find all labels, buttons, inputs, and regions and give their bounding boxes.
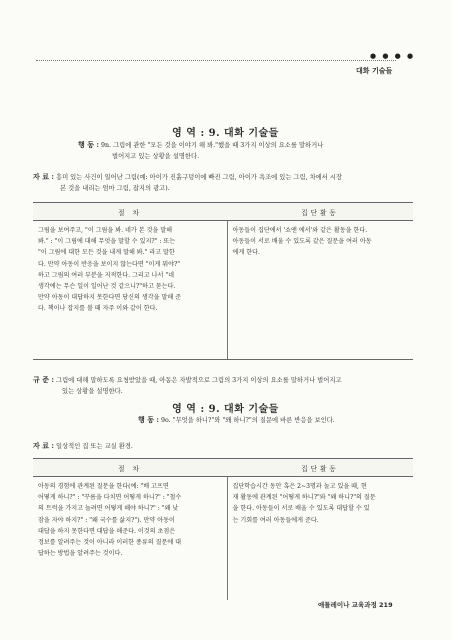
- text-line: 아동들이 집단에서 '쇼앤 에서'와 같은 활동을 한다.: [232, 227, 368, 234]
- section2-table: [33, 458, 413, 600]
- group-lines: [233, 481, 409, 526]
- col-procedure-header: 절 차: [33, 459, 227, 477]
- text-line: "이 그림에 대한 모든 것을 내게 말해 봐." 라고 말한: [38, 249, 175, 257]
- procedure-cell: [33, 221, 227, 360]
- col-group-header: 집단활동: [227, 203, 413, 221]
- materials-label: 자 료 :: [33, 172, 54, 181]
- criteria-label: 규 준 :: [33, 375, 54, 384]
- behavior-text-cont: 벌어지고 있는 상황을 설명한다.: [112, 153, 200, 160]
- behavior-label: 행 동 :: [138, 415, 159, 424]
- page-footer: 애틀레이나 교육과정 219: [318, 601, 393, 609]
- behavior-text: 9n. 그림에 관한 "모든 것을 이야기 해 봐."했을 때 3가지 이상의 요소를 말하거나: [101, 142, 324, 149]
- col-procedure-header: 절 차: [33, 203, 227, 221]
- text-line: 아동의 경험에 관계된 질문을 한다(예: "배 고프면: [38, 483, 169, 490]
- criteria-text: 그림에 대해 말하도록 요청받았을 때, 아동은 자발적으로 그림의 3가지 이상의 요소를 말하거나 벌어지고: [56, 377, 342, 384]
- materials-label: 자 료 :: [33, 441, 54, 450]
- materials-text-cont: 본 것을 내리는 엄마 그림, 잡지의 광고).: [60, 185, 170, 192]
- procedure-lines: [38, 481, 222, 559]
- procedure-lines: [38, 225, 222, 315]
- text-line: 집단학습시간 동안 혹은 2~3명과 놀고 있을 때, 현: [232, 483, 367, 490]
- section2-materials: [33, 440, 133, 452]
- group-cell: [227, 477, 413, 601]
- section1-title: 영 역 : 9. 대화 기술들: [172, 128, 279, 139]
- text-line: 다. 책이나 잡지를 볼 때 자주 이와 같이 한다.: [38, 305, 158, 313]
- section1-behavior: [78, 139, 323, 151]
- criteria-text-cont: 있는 상황을 설명한다.: [62, 388, 123, 395]
- text-line: 아동들이 서로 배울 수 있도록 같은 질문을 여러 아동: [232, 238, 372, 246]
- section1-table: [33, 202, 413, 360]
- text-line: 는 기회를 여러 아동들에게 준다.: [232, 516, 319, 524]
- text-line: 에게 한다.: [232, 249, 260, 257]
- text-line: 생각에는 무슨 일이 일어난 것 같으니?"하고 묻는다.: [38, 283, 176, 291]
- group-cell: [227, 221, 413, 360]
- header-dots: ● ● ● ●: [370, 52, 416, 60]
- text-line: 을 한다. 아동들이 서로 배울 수 있도록 대답할 수 있: [232, 505, 370, 513]
- text-line: 어떻게 하니?" : "꾸름을 다치면 어떻게 하니?" : "철수: [38, 494, 182, 502]
- materials-text: 일상적인 집 또는 교실 환경.: [56, 443, 133, 450]
- text-line: 답하는 방법을 알려주는 것이다.: [38, 550, 123, 558]
- section2-title: 영 역 : 9. 대화 기술들: [172, 404, 279, 415]
- header-rule: [36, 60, 396, 61]
- section2-behavior: [138, 414, 335, 426]
- behavior-label: 행 동 :: [78, 140, 99, 149]
- text-line: 하고 그림의 여러 부분을 지적한다. 그리고 나서 "네: [38, 271, 175, 279]
- text-line: 재 활동에 관계된 "어떻게 하니?"와 "왜 하니?"의 질문: [232, 494, 376, 502]
- group-lines: [233, 225, 409, 259]
- text-line: 봐." : "이 그림에 대해 무엇을 말할 수 있지?" : 또는: [38, 238, 176, 246]
- col-group-header: 집단활동: [227, 459, 413, 477]
- text-line: 정보를 알려주는 것이 아니라 이러한 종류의 질문에 대: [38, 539, 182, 547]
- procedure-cell: [33, 477, 227, 601]
- section1-materials: [33, 171, 342, 183]
- text-line: 만약 아동이 대답하지 못한다면 당신의 생각을 말해 준: [38, 294, 182, 302]
- text-line: 대답을 하지 못한다면 대답을 해준다. 이것의 초점은: [38, 527, 176, 535]
- materials-text: 흥미 있는 사건이 일어난 그림(예: 아이가 진흙구덩이에 빠진 그림, 아이가 욕조에 있는 그림, 차에서 시장: [56, 174, 342, 181]
- text-line: 그림을 보여주고, "이 그림을 봐. 네가 본 것을 말해: [38, 227, 173, 234]
- text-line: 의 트럭을 가지고 놀려면 어떻게 해야 하니?" : "왜 낮: [38, 505, 179, 513]
- section1-criteria: [33, 374, 342, 386]
- behavior-text: 9o. "무엇을 하니?"와 "왜 하니?"의 질문에 바른 반응을 보인다.: [161, 417, 335, 424]
- running-header: 대화 기술들: [356, 67, 393, 75]
- text-line: 잠을 자야 하지?" : "왜 국수를 삶지?"). 만약 아동이: [38, 516, 175, 524]
- text-line: 다. 만약 아동이 반응을 보이지 않는다면 "이게 뭐야?": [38, 260, 181, 268]
